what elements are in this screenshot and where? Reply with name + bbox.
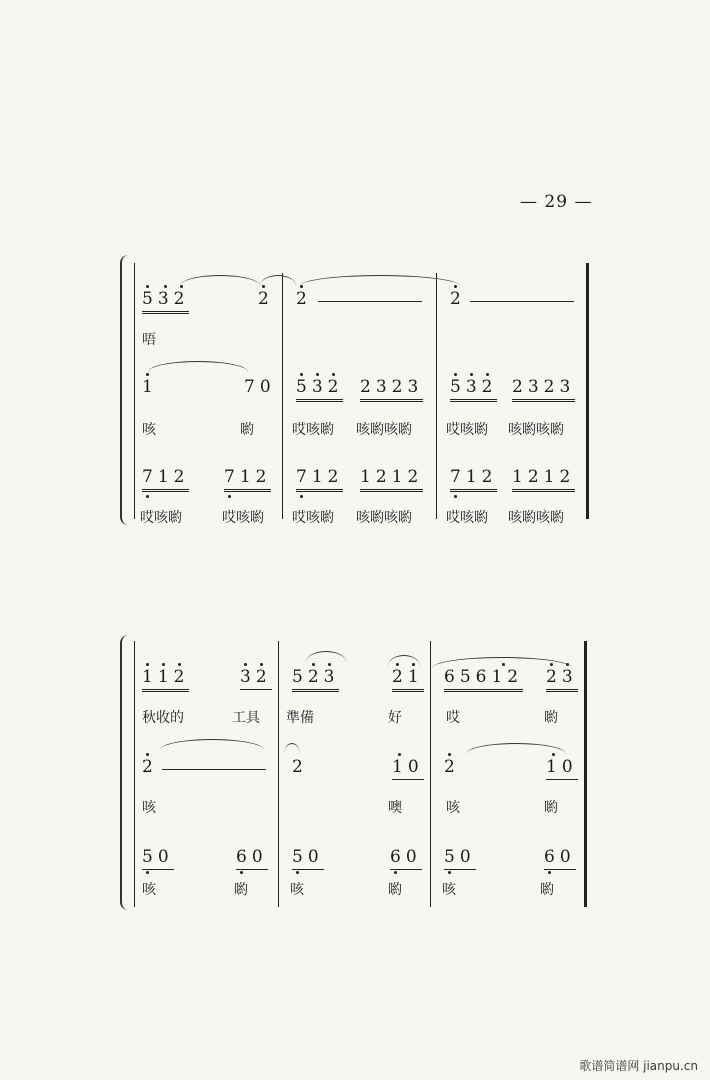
system-brace	[120, 255, 128, 525]
notes-s2-r2-m2a: 2	[292, 757, 308, 777]
octave-dot	[178, 663, 181, 666]
octave-dot-low	[300, 495, 303, 498]
notes-s2-r3-m2a: 50	[292, 847, 324, 870]
lyric-s1-r3-2a: 哎咳喲	[292, 510, 334, 526]
lyric-s1-r3-3a: 哎咳喲	[446, 510, 488, 526]
octave-dot	[244, 663, 247, 666]
octave-dot	[146, 663, 149, 666]
octave-dot	[448, 753, 451, 756]
notes-s2-r3-m3a: 50	[444, 847, 476, 870]
notes-s1-r3-m3b: 1212	[512, 467, 575, 492]
notes-s2-r3-m2b: 60	[390, 847, 422, 870]
notes-s2-r3-m1b: 60	[236, 847, 268, 870]
slur	[466, 743, 566, 754]
octave-dot	[146, 285, 149, 288]
score-system-1	[120, 255, 590, 525]
lyric-s1-r3-3b: 咳喲咳喲	[508, 510, 564, 526]
octave-dot	[328, 663, 331, 666]
octave-dot-low	[448, 871, 451, 874]
octave-dot	[566, 663, 569, 666]
slur	[160, 739, 264, 750]
lyric-s1-r3-1b: 哎咳喲	[222, 510, 264, 526]
octave-dot-low	[228, 495, 231, 498]
notes-s1-r2-m2b: 2323	[360, 377, 423, 402]
barline	[134, 263, 135, 519]
lyric-s1-r2-2a: 哎咳喲	[292, 422, 334, 438]
lyric-s2-r1-3b: 喲	[544, 710, 558, 726]
notes-s1-r3-m1a: 712	[142, 467, 189, 492]
slur	[284, 743, 300, 754]
octave-dot	[332, 373, 335, 376]
octave-dot	[552, 753, 555, 756]
slur	[260, 275, 296, 286]
notes-s2-r2-m1: 2	[142, 757, 158, 777]
notes-s1-r2-m1a: 1	[142, 377, 158, 397]
slur	[388, 655, 420, 666]
octave-dot	[162, 663, 165, 666]
notes-s2-r2-m2b: 10	[392, 757, 424, 780]
lyric-s1-r3-2b: 咳喲咳喲	[356, 510, 412, 526]
slur	[148, 361, 248, 372]
octave-dot-low	[146, 495, 149, 498]
octave-dot	[180, 285, 183, 288]
final-barline	[586, 263, 589, 519]
notes-s2-r1-m3a: 65612	[444, 667, 523, 692]
lyric-s2-r3-1b: 喲	[234, 882, 248, 898]
system-brace	[120, 635, 128, 910]
lyric-s2-r1-1b: 工具	[232, 710, 260, 726]
lyric-s2-r2-2b: 噢	[388, 800, 402, 816]
octave-dot	[300, 285, 303, 288]
octave-dot	[412, 663, 415, 666]
notes-s2-r1-m2a: 523	[292, 667, 339, 692]
octave-dot	[260, 663, 263, 666]
octave-dot	[486, 373, 489, 376]
octave-dot	[164, 285, 167, 288]
octave-dot	[312, 663, 315, 666]
barline	[278, 641, 279, 907]
notes-s2-r1-m1a: 112	[142, 667, 189, 692]
watermark: 歌谱简谱网 jianpu.cn	[579, 1059, 698, 1073]
octave-dot	[470, 373, 473, 376]
octave-dot	[262, 285, 265, 288]
sustain-dash	[470, 301, 574, 302]
octave-dot	[316, 373, 319, 376]
score-system-2	[120, 635, 590, 915]
lyric-s1-r3-1a: 哎咳喲	[140, 510, 182, 526]
barline	[430, 641, 431, 907]
slur	[180, 275, 260, 286]
notes-s1-r3-m1b: 712	[224, 467, 271, 492]
notes-s2-r2-m3b: 10	[546, 757, 578, 780]
lyric-s2-r1-2a: 準備	[286, 710, 314, 726]
notes-s2-r3-m1a: 50	[142, 847, 174, 870]
lyric-s1-r2-1a: 咳	[142, 422, 156, 438]
octave-dot-low	[240, 871, 243, 874]
lyric-s2-r3-2a: 咳	[290, 882, 304, 898]
notes-s1-r3-m2a: 712	[296, 467, 343, 492]
octave-dot	[146, 753, 149, 756]
notes-s1-r3-m2b: 1212	[360, 467, 423, 492]
octave-dot	[398, 753, 401, 756]
notes-s1-r2-m2a: 532	[296, 377, 343, 402]
octave-dot-low	[146, 871, 149, 874]
octave-dot	[454, 373, 457, 376]
notes-s2-r1-m3b: 23	[546, 667, 578, 692]
notes-s1-r3-m3a: 712	[450, 467, 497, 492]
lyric-s2-r1-2b: 好	[388, 710, 402, 726]
lyric-s1-r2-2b: 咳喲咳喲	[356, 422, 412, 438]
lyric-s1-r1: 唔	[142, 332, 156, 348]
octave-dot-low	[394, 871, 397, 874]
octave-dot	[454, 285, 457, 288]
lyric-s2-r2-3a: 咳	[446, 800, 460, 816]
notes-s2-r1-m2b: 21	[392, 667, 424, 692]
barline	[282, 273, 283, 519]
page-number: — 29 —	[520, 192, 593, 212]
notes-s2-r1-m1b: 32	[240, 667, 272, 690]
notes-s2-r2-m3a: 2	[444, 757, 460, 777]
final-barline	[584, 641, 587, 907]
notes-s1-r1-m3: 2	[450, 289, 466, 309]
notes-s1-r2-m3a: 532	[450, 377, 497, 402]
octave-dot	[146, 373, 149, 376]
lyric-s2-r2-1: 咳	[142, 800, 156, 816]
lyric-s1-r2-3b: 咳喲咳喲	[508, 422, 564, 438]
notes-s1-r1-m1b: 2	[258, 289, 274, 309]
lyric-s2-r2-3b: 喲	[544, 800, 558, 816]
lyric-s2-r3-2b: 喲	[388, 882, 402, 898]
lyric-s2-r1-1a: 秋收的	[142, 710, 184, 726]
lyric-s2-r3-3a: 咳	[442, 882, 456, 898]
octave-dot-low	[548, 871, 551, 874]
lyric-s2-r1-3a: 哎	[446, 710, 460, 726]
lyric-s1-r2-1b: 喲	[240, 422, 254, 438]
notes-s1-r1-m2: 2	[296, 289, 312, 309]
notes-s2-r3-m3b: 60	[544, 847, 576, 870]
lyric-s2-r3-1a: 咳	[142, 882, 156, 898]
notes-s1-r2-m1b: 70	[244, 377, 276, 397]
sustain-dash	[318, 301, 422, 302]
notes-s1-r1-m1a: 532	[142, 289, 189, 314]
octave-dot-low	[454, 495, 457, 498]
lyric-s2-r3-3b: 喲	[540, 882, 554, 898]
lyric-s1-r2-3a: 哎咳喲	[446, 422, 488, 438]
octave-dot	[396, 663, 399, 666]
barline	[436, 273, 437, 519]
octave-dot-low	[296, 871, 299, 874]
barline	[134, 641, 135, 907]
octave-dot	[300, 373, 303, 376]
notes-s1-r2-m3b: 2323	[512, 377, 575, 402]
slur	[306, 651, 346, 662]
octave-dot	[550, 663, 553, 666]
sustain-dash	[162, 769, 266, 770]
octave-dot	[502, 663, 505, 666]
